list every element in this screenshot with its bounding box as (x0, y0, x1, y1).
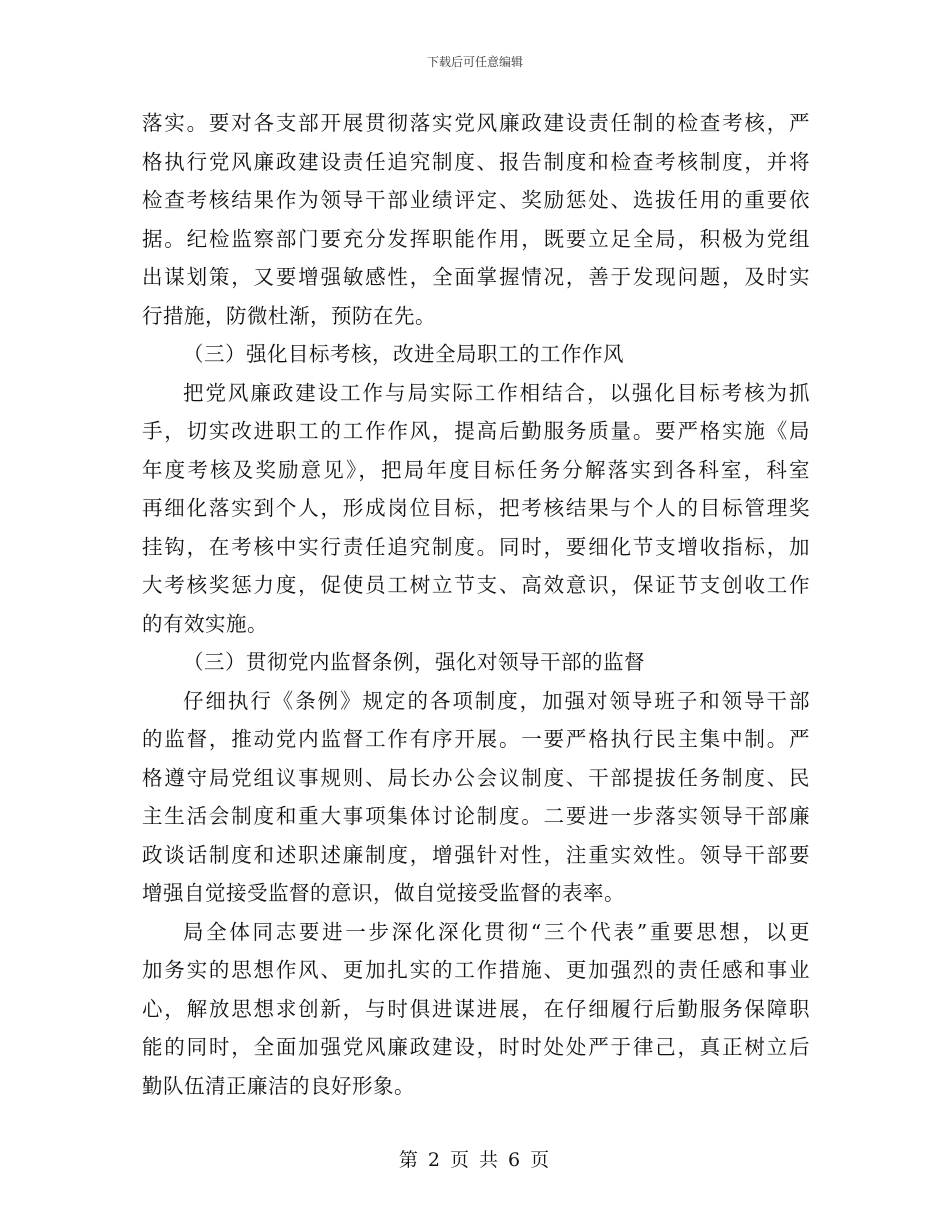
body-line: 出谋划策，又要增强敏感性，全面掌握情况，善于发现问题，及时实 (142, 265, 810, 289)
body-line: 局全体同志要进一步深化深化贯彻“三个代表”重要思想，以更 (183, 919, 810, 944)
body-line: 增强自觉接受监督的意识，做自觉接受监督的表率。 (142, 881, 625, 905)
body-line: 格执行党风廉政建设责任追究制度、报告制度和检查考核制度，并将 (142, 149, 810, 174)
body-line: 行措施，防微杜渐，预防在先。 (142, 303, 436, 328)
body-line: 勤队伍清正廉洁的良好形象。 (142, 1073, 415, 1098)
body-line: 检查考核结果作为领导干部业绩评定、奖励惩处、选拔任用的重要依 (142, 188, 810, 212)
body-line: 能的同时，全面加强党风廉政建设，时时处处严于律己，真正树立后 (142, 1035, 810, 1059)
section-heading: （三）贯彻党内监督条例，强化对领导干部的监督 (183, 650, 645, 674)
body-line: 挂钩，在考核中实行责任追究制度。同时，要细化节支增收指标，加 (142, 534, 810, 559)
body-line: 的有效实施。 (142, 611, 268, 636)
body-line: 再细化落实到个人，形成岗位目标，把考核结果与个人的目标管理奖 (142, 496, 810, 520)
body-line: 加务实的思想作风、更加扎实的工作措施、更加强烈的责任感和事业 (142, 958, 810, 982)
body-line: 大考核奖惩力度，促使员工树立节支、高效意识，保证节支创收工作 (142, 573, 810, 597)
body-line: 手，切实改进职工的工作作风，提高后勤服务质量。要严格实施《局 (142, 419, 810, 443)
body-line: 主生活会制度和重大事项集体讨论制度。二要进一步落实领导干部廉 (142, 804, 810, 828)
page-number-footer (0, 1148, 950, 1172)
body-line: 的监督，推动党内监督工作有序开展。一要严格执行民主集中制。严 (142, 727, 810, 751)
body-line: 心，解放思想求创新，与时俱进谋进展，在仔细履行后勤服务保障职 (142, 996, 810, 1021)
body-line: 年度考核及奖励意见》，把局年度目标任务分解落实到各科室，科室 (142, 457, 810, 482)
body-line: 格遵守局党组议事规则、局长办公会议制度、干部提拔任务制度、民 (142, 765, 810, 790)
page-number-label: 第 2 页 共 6 页 (398, 1149, 552, 1171)
page-header-note: 下载后可任意编辑 (426, 55, 523, 69)
body-line: 把党风廉政建设工作与局实际工作相结合，以强化目标考核为抓 (183, 380, 810, 405)
body-line: 据。纪检监察部门要充分发挥职能作用，既要立足全局，积极为党组 (142, 226, 810, 251)
document-body (142, 104, 810, 1105)
body-line: 落实。要对各支部开展贯彻落实党风廉政建设责任制的检查考核，严 (142, 111, 810, 135)
section-heading: （三）强化目标考核，改进全局职工的工作作风 (183, 342, 624, 366)
body-line: 仔细执行《条例》规定的各项制度，加强对领导班子和领导干部 (183, 688, 810, 713)
body-line: 政谈话制度和述职述廉制度，增强针对性，注重实效性。领导干部要 (142, 842, 810, 867)
